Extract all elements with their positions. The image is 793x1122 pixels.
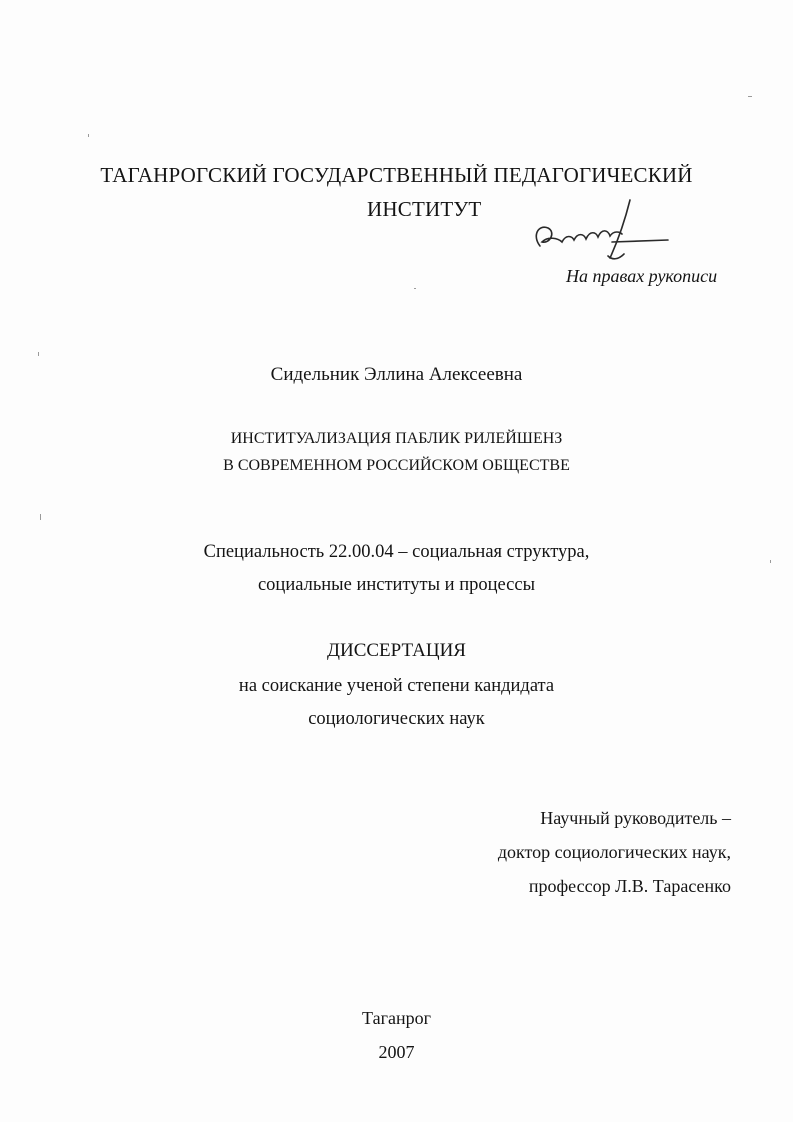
dissertation-line-1: на соискание ученой степени кандидата [238, 676, 555, 696]
thesis-title-line-2: В СОВРЕМЕННОМ РОССИЙСКОМ ОБЩЕСТВЕ [223, 457, 570, 474]
author-name: Сидельник Эллина Алексеевна [270, 364, 523, 385]
specialty-line-1: Специальность 22.00.04 – социальная структура, [203, 542, 590, 562]
dissertation-label: ДИССЕРТАЦИЯ [327, 640, 466, 661]
supervisor-line-2: доктор социологических наук, [497, 842, 731, 862]
scan-speck [40, 514, 41, 520]
scan-speck [770, 560, 771, 563]
scan-speck [88, 134, 89, 137]
institution-line-1: ТАГАНРОГСКИЙ ГОСУДАРСТВЕННЫЙ ПЕДАГОГИЧЕСКИЙ [100, 163, 693, 187]
signature-icon [528, 196, 678, 266]
institution-line-2: ИНСТИТУТ [367, 197, 482, 221]
dissertation-line-2: социологических наук [308, 709, 485, 729]
specialty-line-2: социальные институты и процессы [257, 575, 536, 595]
scan-speck [38, 352, 39, 356]
year: 2007 [378, 1042, 415, 1062]
scan-speck [748, 96, 752, 97]
city: Таганрог [362, 1008, 431, 1028]
manuscript-note: На правах рукописи [566, 266, 718, 286]
scan-speck [414, 288, 416, 289]
thesis-title-line-1: ИНСТИТУАЛИЗАЦИЯ ПАБЛИК РИЛЕЙШЕНЗ [230, 430, 563, 447]
supervisor-line-3: профессор Л.В. Тарасенко [528, 876, 731, 896]
supervisor-line-1: Научный руководитель – [540, 808, 731, 828]
